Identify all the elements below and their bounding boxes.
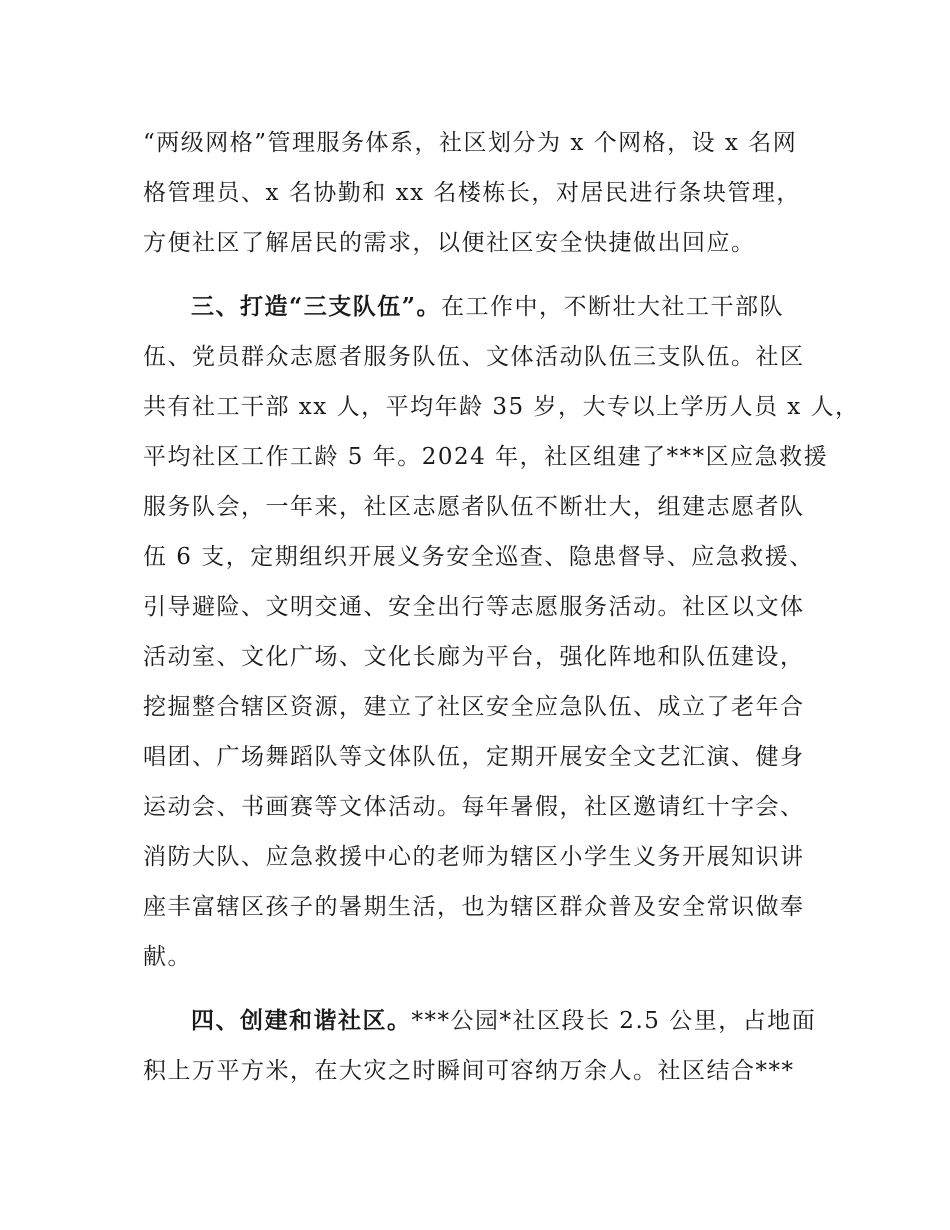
paragraph-2-first-line-text: 在工作中，不断壮大社工干部队 [440, 294, 784, 320]
section-heading-four: 四、创建和谐社区。 [191, 1007, 412, 1034]
paragraph-2-line-2: 伍、党员群众志愿者服务队伍、文体活动队伍三支队伍。社区 [143, 344, 805, 370]
paragraph-1-line-3: 方便社区了解居民的需求，以便社区安全快捷做出回应。 [143, 230, 756, 256]
paragraph-2-line-3: 共有社工干部 xx 人，平均年龄 35 岁，大专以上学历人员 x 人， [143, 394, 860, 420]
paragraph-2-line-14: 献。 [143, 944, 192, 970]
paragraph-2-line-5: 服务队会，一年来，社区志愿者队伍不断壮大，组建志愿者队 [143, 494, 805, 520]
paragraph-1-line-1: “两级网格”管理服务体系，社区划分为 x 个网格，设 x 名网 [143, 130, 798, 156]
paragraph-2-first-line [191, 292, 784, 322]
paragraph-1-line-2: 格管理员、x 名协勤和 xx 名楼栋长，对居民进行条块管理， [143, 180, 801, 206]
paragraph-3-first-line-text: ***公园*社区段长 2.5 公里，占地面 [411, 1008, 817, 1034]
section-heading-three: 三、打造“三支队伍”。 [191, 293, 441, 320]
paragraph-2-line-7: 引导避险、文明交通、安全出行等志愿服务活动。社区以文体 [143, 594, 805, 620]
paragraph-2-line-11: 运动会、书画赛等文体活动。每年暑假，社区邀请红十字会、 [143, 794, 805, 820]
paragraph-2-line-13: 座丰富辖区孩子的暑期生活，也为辖区群众普及安全常识做奉 [143, 894, 805, 920]
paragraph-3-first-line [191, 1006, 816, 1036]
paragraph-2-line-6: 伍 6 支，定期组织开展义务安全巡查、隐患督导、应急救援、 [143, 544, 814, 570]
paragraph-2-line-12: 消防大队、应急救援中心的老师为辖区小学生义务开展知识讲 [143, 844, 805, 870]
paragraph-2-line-9: 挖掘整合辖区资源，建立了社区安全应急队伍、成立了老年合 [143, 694, 805, 720]
paragraph-3-line-2: 积上万平方米，在大灾之时瞬间可容纳万余人。社区结合*** [143, 1058, 795, 1084]
paragraph-2-line-10: 唱团、广场舞蹈队等文体队伍，定期开展安全文艺汇演、健身 [143, 744, 805, 770]
paragraph-2-line-4: 平均社区工作工龄 5 年。2024 年，社区组建了***区应急救援 [143, 444, 829, 470]
paragraph-2-line-8: 活动室、文化广场、文化长廊为平台，强化阵地和队伍建设， [143, 644, 805, 670]
